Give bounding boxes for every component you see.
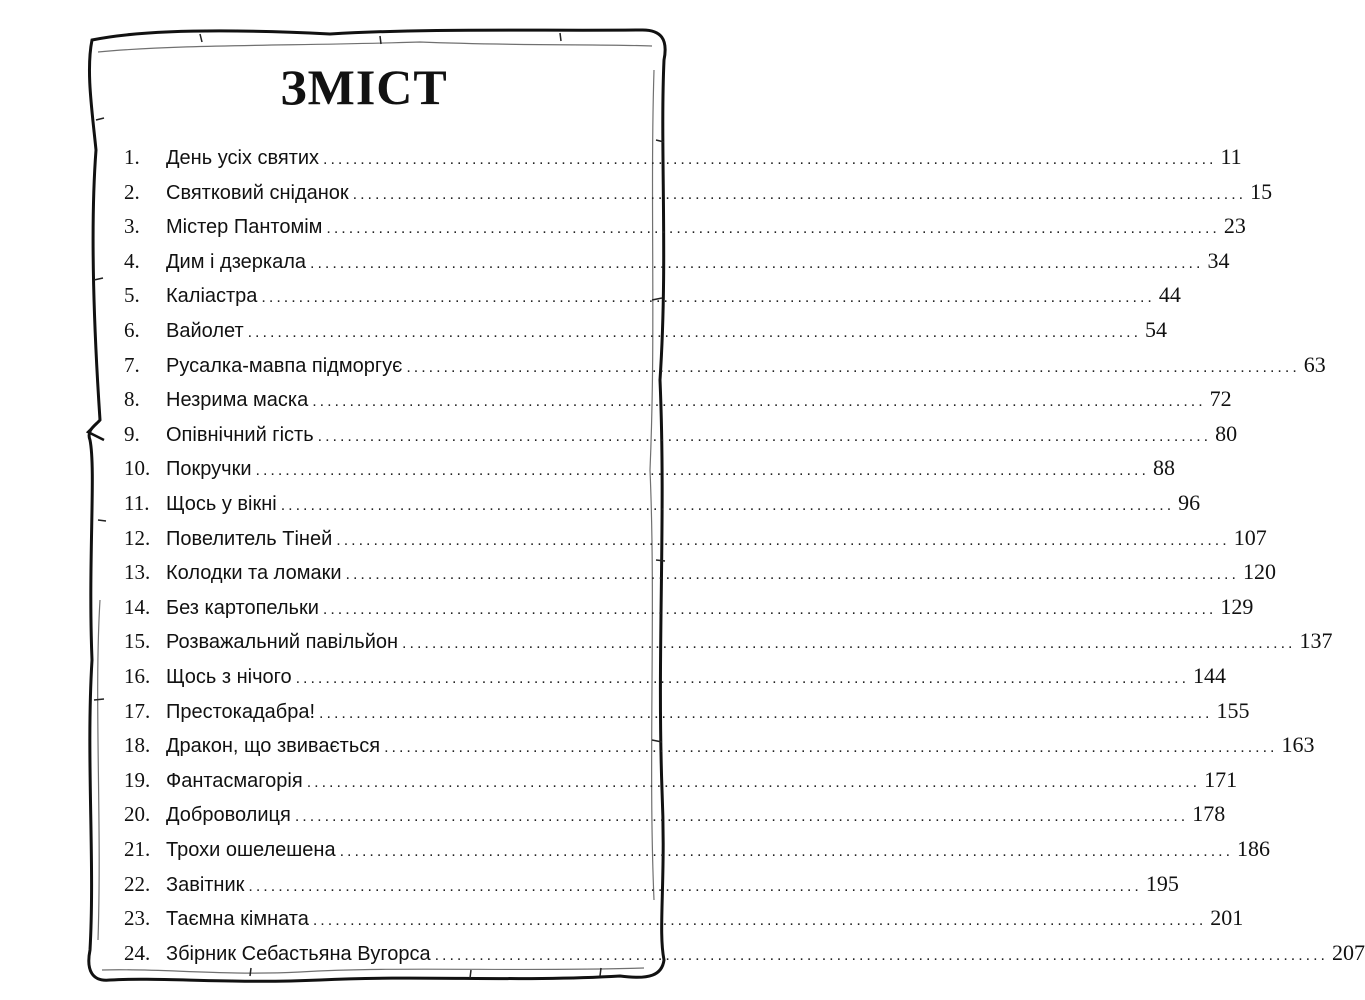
toc-entry xyxy=(124,384,1232,414)
toc-entry-page: 195 xyxy=(1145,870,1179,896)
toc-leader-dots: ........................................................................................................................ xyxy=(402,635,1296,653)
toc-entry-page: 44 xyxy=(1158,282,1181,308)
toc-entry-number: 24. xyxy=(124,940,151,965)
toc-entry-number: 14. xyxy=(124,594,151,619)
toc-leader-dots: ........................................................................................................................ xyxy=(319,704,1213,722)
toc-entry-page: 155 xyxy=(1216,697,1250,723)
toc-leader-dots: ........................................................................................................................ xyxy=(336,531,1230,549)
toc-entry-title: Збірник Себастьяна Вугорса xyxy=(166,942,431,965)
toc-entry-number: 23. xyxy=(124,906,151,931)
toc-entry-number: 11. xyxy=(124,491,150,515)
toc-entry-number: 13. xyxy=(124,560,151,585)
toc-entry-number: 21. xyxy=(124,837,151,861)
toc-entry-number: 17. xyxy=(124,698,151,723)
toc-entry-page: 178 xyxy=(1192,801,1226,827)
toc-leader-dots: ........................................................................................................................ xyxy=(345,566,1239,584)
toc-entry xyxy=(124,177,1273,207)
toc-entry xyxy=(124,765,1238,795)
toc-entry-page: 137 xyxy=(1299,628,1333,654)
toc-entry-title: Завітник xyxy=(166,873,245,896)
toc-leader-dots: ........................................................................................................................ xyxy=(434,946,1328,964)
toc-entry-title: Дракон, що звивається xyxy=(166,735,381,758)
toc-entry-page: 201 xyxy=(1210,905,1244,931)
toc-entry xyxy=(124,280,1181,310)
toc-entry xyxy=(124,350,1326,380)
toc-entry-title: Опівнічний гість xyxy=(166,423,314,446)
toc-entry-title: Покручки xyxy=(166,458,252,481)
toc-entry xyxy=(124,315,1168,345)
toc-entry-title: Русалка-мавпа підморгує xyxy=(166,354,403,377)
toc-entry-page: 54 xyxy=(1145,317,1168,342)
toc-entry-number: 12. xyxy=(124,525,151,550)
toc-entry xyxy=(124,730,1315,760)
toc-entry xyxy=(124,834,1271,864)
toc-entry-title: Колодки та ломаки xyxy=(166,562,342,585)
toc-entry-title: Доброволиця xyxy=(166,804,291,827)
toc-entry-number: 15. xyxy=(124,629,151,654)
toc-entry-page: 107 xyxy=(1233,524,1267,550)
toc-entry xyxy=(124,696,1250,726)
toc-entry-number: 6. xyxy=(124,318,140,342)
toc-entry xyxy=(124,869,1179,899)
toc-entry xyxy=(124,142,1242,172)
toc-entry-title: Повелитель Тіней xyxy=(166,527,333,550)
toc-entry-number: 20. xyxy=(124,802,151,827)
toc-entry-page: 34 xyxy=(1207,247,1230,273)
toc-entry-page: 11 xyxy=(1220,144,1242,169)
toc-entry xyxy=(124,453,1175,483)
toc-entry xyxy=(124,661,1227,691)
toc-entry-number: 5. xyxy=(124,283,140,308)
toc-leader-dots: ........................................................................................................................ xyxy=(406,358,1300,376)
toc-leader-dots: ........................................................................................................................ xyxy=(306,773,1201,791)
toc-entry-page: 72 xyxy=(1209,386,1232,412)
toc-leader-dots: ........................................................................................................................ xyxy=(248,877,1142,895)
toc-entry-page: 186 xyxy=(1237,836,1271,861)
toc-entry-page: 23 xyxy=(1223,213,1246,239)
toc-entry xyxy=(124,799,1226,829)
toc-leader-dots: ........................................................................................................................ xyxy=(326,220,1220,238)
toc-leader-dots: ........................................................................................................................ xyxy=(323,151,1217,168)
toc-leader-dots: ........................................................................................................................ xyxy=(280,497,1175,514)
toc-entry xyxy=(124,626,1333,656)
toc-entry-page: 163 xyxy=(1281,732,1315,758)
toc-entry-number: 1. xyxy=(124,145,140,169)
toc-leader-dots: ........................................................................................................................ xyxy=(312,912,1207,930)
toc-entry-page: 96 xyxy=(1178,490,1201,515)
toc-entry-page: 88 xyxy=(1152,455,1175,481)
toc-entry-number: 10. xyxy=(124,456,151,481)
toc-entry-page: 144 xyxy=(1193,663,1227,688)
toc-entry-title: Каліастра xyxy=(166,285,258,308)
toc-leader-dots: ........................................................................................................................ xyxy=(384,739,1278,757)
toc-entry xyxy=(124,523,1267,553)
toc-entry xyxy=(124,211,1246,241)
toc-leader-dots: ........................................................................................................................ xyxy=(247,324,1142,341)
toc-entry xyxy=(124,557,1276,587)
toc-entry xyxy=(124,592,1254,622)
toc-entry-title: Без картопельки xyxy=(166,596,319,619)
toc-entry-title: Престокадабра! xyxy=(166,700,316,723)
toc-entry-title: Святковий сніданок xyxy=(166,181,349,204)
toc-entry-title: Щось у вікні xyxy=(166,493,277,515)
toc-entry-title: Трохи ошелешена xyxy=(166,839,336,861)
toc-leader-dots: ........................................................................................................................ xyxy=(317,427,1212,445)
toc-entry-title: Містер Пантомім xyxy=(166,216,323,239)
toc-entry-page: 80 xyxy=(1215,420,1238,446)
toc-entry-page: 15 xyxy=(1250,178,1273,204)
toc-leader-dots: ........................................................................................................................ xyxy=(295,670,1190,687)
toc-entry-title: Розважальний павільйон xyxy=(166,631,399,654)
toc-entry-page: 129 xyxy=(1220,593,1254,619)
toc-entry-number: 3. xyxy=(124,214,140,239)
toc-leader-dots: ........................................................................................................................ xyxy=(322,600,1217,618)
toc-entry-title: Щось з нічого xyxy=(166,666,292,688)
toc-leader-dots: ........................................................................................................................ xyxy=(339,843,1234,860)
toc-entry-number: 2. xyxy=(124,179,140,204)
toc-leader-dots: ........................................................................................................................ xyxy=(310,254,1204,272)
toc-entry xyxy=(124,246,1230,276)
toc-leader-dots: ........................................................................................................................ xyxy=(352,185,1247,203)
toc-leader-dots: ........................................................................................................................ xyxy=(312,393,1206,411)
toc-entry-number: 7. xyxy=(124,352,140,377)
toc-entry-page: 171 xyxy=(1204,766,1238,792)
toc-entry-page: 120 xyxy=(1242,559,1276,585)
toc-entry-number: 9. xyxy=(124,421,140,446)
toc-entry-page: 63 xyxy=(1303,351,1326,377)
toc-entry-number: 18. xyxy=(124,733,151,758)
toc-leader-dots: ........................................................................................................................ xyxy=(294,808,1189,826)
toc-entry-number: 22. xyxy=(124,871,151,896)
toc-entry-title: Фантасмагорія xyxy=(166,769,303,792)
toc-entry xyxy=(124,938,1365,968)
toc-entry-number: 8. xyxy=(124,387,140,412)
toc-entry-title: Вайолет xyxy=(166,320,244,342)
toc-leader-dots: ........................................................................................................................ xyxy=(261,289,1155,307)
toc-entry-page: 207 xyxy=(1332,939,1365,965)
toc-entry-title: Незрима маска xyxy=(166,389,309,412)
toc-entry-number: 16. xyxy=(124,664,151,688)
toc-entry-title: День усіх святих xyxy=(166,147,320,169)
toc-leader-dots: ........................................................................................................................ xyxy=(255,462,1149,480)
toc-entry-title: Таємна кімната xyxy=(166,908,309,931)
toc-entry-number: 4. xyxy=(124,248,140,273)
toc-entry xyxy=(124,488,1201,518)
toc-entry-title: Дим і дзеркала xyxy=(166,250,306,273)
page-title: ЗМІСТ xyxy=(280,59,448,115)
toc-entry xyxy=(124,903,1244,933)
toc-entry xyxy=(124,419,1238,449)
toc-entry-number: 19. xyxy=(124,767,151,792)
